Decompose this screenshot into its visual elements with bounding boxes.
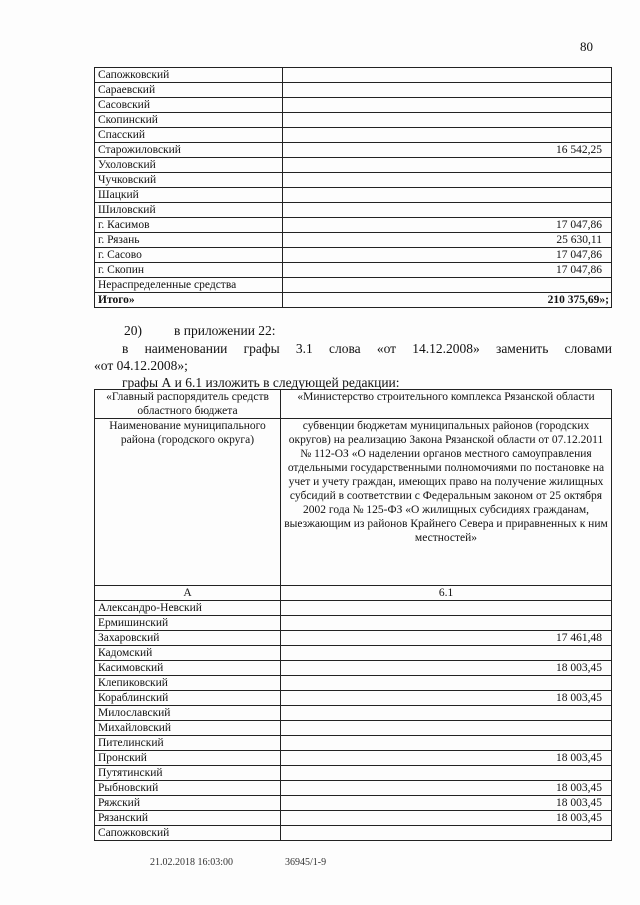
total-row xyxy=(95,293,612,308)
table-subsidies-appendix22 xyxy=(94,389,612,841)
district-name: Сараевский xyxy=(95,83,283,98)
header-cell: Наименование муниципального района (городского округа) xyxy=(95,419,281,586)
district-name: г. Сасово xyxy=(95,248,283,263)
district-name: Путятинский xyxy=(95,766,281,781)
header-cell: «Министерство строительного комплекса Рязанской области xyxy=(281,390,612,419)
district-name: Сапожковский xyxy=(95,68,283,83)
table-row xyxy=(95,766,612,781)
district-name: Милославский xyxy=(95,706,281,721)
amount xyxy=(283,203,612,218)
table-row xyxy=(95,218,612,233)
amount: 17 047,86 xyxy=(283,218,612,233)
amount xyxy=(283,68,612,83)
district-name: Пителинский xyxy=(95,736,281,751)
page-number: 80 xyxy=(580,39,593,54)
table-row xyxy=(95,736,612,751)
total-value: 210 375,69»; xyxy=(283,293,612,308)
column-index-b: 6.1 xyxy=(281,586,612,601)
amount xyxy=(281,616,612,631)
amount xyxy=(283,188,612,203)
district-name: Ермишинский xyxy=(95,616,281,631)
amount xyxy=(283,278,612,293)
table-row xyxy=(95,616,612,631)
column-index-row xyxy=(95,586,612,601)
table-row xyxy=(95,128,612,143)
table-row xyxy=(95,158,612,173)
amount xyxy=(283,173,612,188)
amount: 25 630,11 xyxy=(283,233,612,248)
table-subsidies-part1 xyxy=(94,67,612,308)
district-name: Сасовский xyxy=(95,98,283,113)
amount xyxy=(281,721,612,736)
table-row xyxy=(95,796,612,811)
district-name: Рязанский xyxy=(95,811,281,826)
district-name: Кадомский xyxy=(95,646,281,661)
district-name: г. Рязань xyxy=(95,233,283,248)
amount: 17 047,86 xyxy=(283,248,612,263)
table-row xyxy=(95,706,612,721)
amount xyxy=(283,158,612,173)
amount xyxy=(283,98,612,113)
district-name: Сапожковский xyxy=(95,826,281,841)
table-row xyxy=(95,233,612,248)
amount xyxy=(283,83,612,98)
amount: 18 003,45 xyxy=(281,811,612,826)
district-name: Шацкий xyxy=(95,188,283,203)
district-name: Нераспределенные средства xyxy=(95,278,283,293)
footer-doc-id: 36945/1-9 xyxy=(285,857,327,868)
table-row xyxy=(95,188,612,203)
amount xyxy=(281,706,612,721)
table-row xyxy=(95,601,612,616)
total-label: Итого» xyxy=(95,293,283,308)
district-name: Чучковский xyxy=(95,173,283,188)
table-row xyxy=(95,203,612,218)
district-name: Старожиловский xyxy=(95,143,283,158)
district-name: Захаровский xyxy=(95,631,281,646)
table-row xyxy=(95,826,612,841)
amount xyxy=(283,128,612,143)
table-row xyxy=(95,263,612,278)
district-name: Ряжский xyxy=(95,796,281,811)
district-name: Шиловский xyxy=(95,203,283,218)
table-row xyxy=(95,173,612,188)
amount xyxy=(281,766,612,781)
amount: 18 003,45 xyxy=(281,661,612,676)
paragraph-line: «от 04.12.2008»; xyxy=(94,358,188,373)
table-row xyxy=(95,113,612,128)
amount: 18 003,45 xyxy=(281,781,612,796)
table-row xyxy=(95,278,612,293)
district-name: г. Касимов xyxy=(95,218,283,233)
district-name: г. Скопин xyxy=(95,263,283,278)
header-cell: «Главный распорядитель средств областного бюджета xyxy=(95,390,281,419)
amount: 17 461,48 xyxy=(281,631,612,646)
table-row xyxy=(95,751,612,766)
table-header-row xyxy=(95,419,612,586)
amount xyxy=(281,646,612,661)
table-row xyxy=(95,691,612,706)
district-name: Рыбновский xyxy=(95,781,281,796)
amount xyxy=(281,676,612,691)
district-name: Пронский xyxy=(95,751,281,766)
district-name: Спасский xyxy=(95,128,283,143)
amount: 16 542,25 xyxy=(283,143,612,158)
item-title: в приложении 22: xyxy=(174,323,276,338)
table-row xyxy=(95,646,612,661)
table-header-row xyxy=(95,390,612,419)
table-row xyxy=(95,98,612,113)
table-row xyxy=(95,811,612,826)
item-number: 20) xyxy=(124,323,142,338)
table-row xyxy=(95,721,612,736)
district-name: Касимовский xyxy=(95,661,281,676)
amount xyxy=(281,736,612,751)
amount xyxy=(283,113,612,128)
column-index-a: А xyxy=(95,586,281,601)
table-row xyxy=(95,143,612,158)
table-row xyxy=(95,661,612,676)
paragraph-line: графы А и 6.1 изложить в следующей редакции: xyxy=(122,375,400,390)
district-name: Ухоловский xyxy=(95,158,283,173)
table-row xyxy=(95,631,612,646)
footer-timestamp: 21.02.2018 16:03:00 xyxy=(150,857,234,868)
table-row xyxy=(95,83,612,98)
table-row xyxy=(95,248,612,263)
district-name: Михайловский xyxy=(95,721,281,736)
amount: 18 003,45 xyxy=(281,691,612,706)
table-row xyxy=(95,68,612,83)
paragraph-line: в наименовании графы 3.1 слова «от 14.12.2008» заменить словами xyxy=(122,341,612,356)
table-row xyxy=(95,676,612,691)
amount xyxy=(281,826,612,841)
header-cell: субвенции бюджетам муниципальных районов (городских округов) на реализацию Закона Рязанской области от 07.12.2011 № 112-ОЗ «О наделении органов местного самоуправления отдельными государственными полномочиями по постановке на учет и учету граждан, имеющих право на получение жилищных субсидий в соответствии с Федеральным законом от 25 октября 2002 года № 125-ФЗ «О жилищных субсидиях гражданам, выезжающим из районов Крайнего Севера и приравненных к ним местностей» xyxy=(281,419,612,586)
district-name: Александро-Невский xyxy=(95,601,281,616)
amount: 18 003,45 xyxy=(281,751,612,766)
district-name: Кораблинский xyxy=(95,691,281,706)
district-name: Скопинский xyxy=(95,113,283,128)
amount xyxy=(281,601,612,616)
table-row xyxy=(95,781,612,796)
amount: 18 003,45 xyxy=(281,796,612,811)
district-name: Клепиковский xyxy=(95,676,281,691)
amount: 17 047,86 xyxy=(283,263,612,278)
